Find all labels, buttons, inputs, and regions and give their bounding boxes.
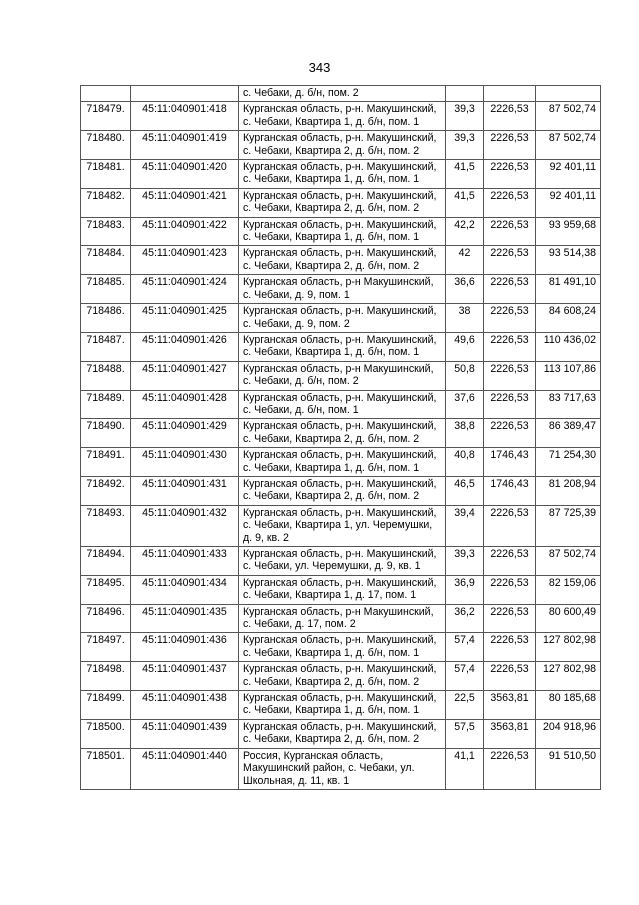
address-line: Курганская область, р-н Макушинский, <box>243 276 434 289</box>
area: 42 <box>446 246 484 275</box>
address-line: с. Чебаки, Квартира 1, д. 17, пом. 1 <box>243 589 417 602</box>
cost: 81 208,94 <box>536 476 601 505</box>
area: 41,1 <box>446 748 484 789</box>
row-number: 718494. <box>81 547 131 576</box>
table-row <box>81 361 601 390</box>
address-line: с. Чебаки, д. б/н, пом. 2 <box>243 375 359 388</box>
area: 57,4 <box>446 662 484 691</box>
table-row <box>81 246 601 275</box>
rate: 2226,53 <box>484 332 536 361</box>
cost: 82 159,06 <box>536 575 601 604</box>
address-line: Курганская область, р-н. Макушинский, <box>243 634 437 647</box>
address-line: Курганская область, р-н Макушинский, <box>243 605 434 618</box>
table-row <box>81 691 601 720</box>
row-number: 718493. <box>81 505 131 546</box>
address-line: Курганская область, р-н. Макушинский, <box>243 333 437 346</box>
area: 57,5 <box>446 719 484 748</box>
rate: 2226,53 <box>484 547 536 576</box>
rate: 2226,53 <box>484 217 536 246</box>
cadastral-number: 45:11:040901:432 <box>131 505 239 546</box>
row-number: 718480. <box>81 131 131 160</box>
address-line: Курганская область, р-н. Макушинский, <box>243 506 437 519</box>
address-line: Россия, Курганская область, <box>243 749 384 762</box>
table-row <box>81 575 601 604</box>
table-row <box>81 275 601 304</box>
area: 38 <box>446 304 484 333</box>
rate: 2226,53 <box>484 505 536 546</box>
rate: 2226,53 <box>484 304 536 333</box>
address <box>239 102 446 131</box>
cost: 204 918,96 <box>536 719 601 748</box>
cost: 92 401,11 <box>536 160 601 189</box>
address <box>239 246 446 275</box>
address-line: с. Чебаки, Квартира 1, д. б/н, пом. 1 <box>243 646 420 659</box>
cost <box>536 86 601 102</box>
rate: 2226,53 <box>484 160 536 189</box>
row-number: 718479. <box>81 102 131 131</box>
cadastral-number: 45:11:040901:435 <box>131 604 239 633</box>
cadastral-number: 45:11:040901:427 <box>131 361 239 390</box>
address-line: Школьная, д. 11, кв. 1 <box>243 774 350 787</box>
rate: 2226,53 <box>484 390 536 419</box>
row-number: 718482. <box>81 188 131 217</box>
address <box>239 748 446 789</box>
cost: 127 802,98 <box>536 633 601 662</box>
rate: 1746,43 <box>484 448 536 477</box>
cost: 93 514,38 <box>536 246 601 275</box>
row-number <box>81 86 131 102</box>
property-table <box>80 85 601 790</box>
area: 37,6 <box>446 390 484 419</box>
cost: 92 401,11 <box>536 188 601 217</box>
cadastral-number: 45:11:040901:422 <box>131 217 239 246</box>
row-number: 718501. <box>81 748 131 789</box>
cadastral-number: 45:11:040901:437 <box>131 662 239 691</box>
rate: 2226,53 <box>484 419 536 448</box>
address <box>239 719 446 748</box>
address-line: Курганская область, р-н. Макушинский, <box>243 161 437 174</box>
cadastral-number: 45:11:040901:428 <box>131 390 239 419</box>
address-line: Курганская область, р-н. Макушинский, <box>243 548 437 560</box>
rate: 2226,53 <box>484 575 536 604</box>
row-number: 718497. <box>81 633 131 662</box>
address-line: с. Чебаки, Квартира 1, ул. Черемушки, <box>243 519 433 532</box>
cadastral-number: 45:11:040901:433 <box>131 547 239 576</box>
address-line: Макушинский район, с. Чебаки, ул. <box>243 762 415 775</box>
address-line: с. Чебаки, д. 9, пом. 2 <box>243 317 350 330</box>
table-row <box>81 476 601 505</box>
address-line: Курганская область, р-н. Макушинский, <box>243 132 437 145</box>
rate: 2226,53 <box>484 748 536 789</box>
row-number: 718496. <box>81 604 131 633</box>
table-row <box>81 662 601 691</box>
rate: 3563,81 <box>484 719 536 748</box>
table-row <box>81 448 601 477</box>
area: 49,6 <box>446 332 484 361</box>
rate: 2226,53 <box>484 102 536 131</box>
table-row <box>81 332 601 361</box>
cadastral-number: 45:11:040901:419 <box>131 131 239 160</box>
rate: 1746,43 <box>484 476 536 505</box>
row-number: 718485. <box>81 275 131 304</box>
address-line: с. Чебаки, Квартира 1, д. б/н, пом. 1 <box>243 115 420 128</box>
table-row <box>81 419 601 448</box>
table-row <box>81 160 601 189</box>
address-line: с. Чебаки, д. 17, пом. 2 <box>243 618 356 631</box>
table-row <box>81 188 601 217</box>
table-row-continuation <box>81 86 601 102</box>
address-line: с. Чебаки, Квартира 1, д. б/н, пом. 1 <box>243 704 420 717</box>
cadastral-number <box>131 86 239 102</box>
address <box>239 547 446 576</box>
address-line: с. Чебаки, д. 9, пом. 1 <box>243 288 350 301</box>
cadastral-number: 45:11:040901:425 <box>131 304 239 333</box>
area: 46,5 <box>446 476 484 505</box>
cadastral-number: 45:11:040901:423 <box>131 246 239 275</box>
address <box>239 662 446 691</box>
cost: 71 254,30 <box>536 448 601 477</box>
rate <box>484 86 536 102</box>
address-line: с. Чебаки, Квартира 2, д. б/н, пом. 2 <box>243 202 420 215</box>
area: 36,2 <box>446 604 484 633</box>
cadastral-number: 45:11:040901:418 <box>131 102 239 131</box>
address-line: д. 9, кв. 2 <box>243 531 289 544</box>
address <box>239 160 446 189</box>
area: 42,2 <box>446 217 484 246</box>
address <box>239 131 446 160</box>
cost: 87 502,74 <box>536 547 601 576</box>
address <box>239 304 446 333</box>
area: 39,4 <box>446 505 484 546</box>
area: 41,5 <box>446 188 484 217</box>
address <box>239 275 446 304</box>
area: 39,3 <box>446 131 484 160</box>
address <box>239 332 446 361</box>
address-line: с. Чебаки, д. б/н, пом. 1 <box>243 403 359 416</box>
row-number: 718486. <box>81 304 131 333</box>
cost: 91 510,50 <box>536 748 601 789</box>
address-line: с. Чебаки, Квартира 2, д. б/н, пом. 2 <box>243 144 420 157</box>
table-row <box>81 633 601 662</box>
area: 57,4 <box>446 633 484 662</box>
row-number: 718495. <box>81 575 131 604</box>
cost: 80 600,49 <box>536 604 601 633</box>
cadastral-number: 45:11:040901:424 <box>131 275 239 304</box>
address-line: Курганская область, р-н. Макушинский, <box>243 720 437 733</box>
row-number: 718481. <box>81 160 131 189</box>
table-row <box>81 547 601 576</box>
cadastral-number: 45:11:040901:440 <box>131 748 239 789</box>
rate: 2226,53 <box>484 604 536 633</box>
address <box>239 505 446 546</box>
address <box>239 419 446 448</box>
address <box>239 691 446 720</box>
address <box>239 476 446 505</box>
row-number: 718499. <box>81 691 131 720</box>
address-line: с. Чебаки, Квартира 1, д. б/н, пом. 1 <box>243 231 420 244</box>
address: с. Чебаки, д. б/н, пом. 2 <box>239 86 446 102</box>
area: 39,3 <box>446 102 484 131</box>
row-number: 718498. <box>81 662 131 691</box>
row-number: 718488. <box>81 361 131 390</box>
address-line: с. Чебаки, Квартира 2, д. б/н, пом. 2 <box>243 675 420 688</box>
cadastral-number: 45:11:040901:426 <box>131 332 239 361</box>
row-number: 718500. <box>81 719 131 748</box>
address-line: с. Чебаки, Квартира 2, д. б/н, пом. 2 <box>243 490 420 503</box>
cadastral-number: 45:11:040901:436 <box>131 633 239 662</box>
table-row <box>81 604 601 633</box>
rate: 2226,53 <box>484 188 536 217</box>
table-row <box>81 131 601 160</box>
address-line: Курганская область, р-н. Макушинский, <box>243 477 437 490</box>
address-line: с. Чебаки, Квартира 1, д. б/н, пом. 1 <box>243 461 420 474</box>
row-number: 718490. <box>81 419 131 448</box>
table-row <box>81 748 601 789</box>
table-row <box>81 390 601 419</box>
cadastral-number: 45:11:040901:431 <box>131 476 239 505</box>
area: 40,8 <box>446 448 484 477</box>
row-number: 718492. <box>81 476 131 505</box>
address <box>239 448 446 477</box>
address-line: Курганская область, р-н. Макушинский, <box>243 247 437 260</box>
cost: 110 436,02 <box>536 332 601 361</box>
address <box>239 390 446 419</box>
table-row <box>81 719 601 748</box>
address-line: Курганская область, р-н. Макушинский, <box>243 218 437 231</box>
cost: 127 802,98 <box>536 662 601 691</box>
cadastral-number: 45:11:040901:438 <box>131 691 239 720</box>
address <box>239 604 446 633</box>
area: 36,9 <box>446 575 484 604</box>
area: 22,5 <box>446 691 484 720</box>
address <box>239 575 446 604</box>
table-row <box>81 505 601 546</box>
cost: 80 185,68 <box>536 691 601 720</box>
cost: 86 389,47 <box>536 419 601 448</box>
rate: 2226,53 <box>484 633 536 662</box>
cadastral-number: 45:11:040901:439 <box>131 719 239 748</box>
area: 36,6 <box>446 275 484 304</box>
address <box>239 188 446 217</box>
cost: 83 717,63 <box>536 390 601 419</box>
cadastral-number: 45:11:040901:429 <box>131 419 239 448</box>
address <box>239 217 446 246</box>
cadastral-number: 45:11:040901:434 <box>131 575 239 604</box>
address-line: Курганская область, р-н Макушинский, <box>243 362 434 375</box>
address-line: с. Чебаки, Квартира 2, д. б/н, пом. 2 <box>243 432 420 445</box>
area: 41,5 <box>446 160 484 189</box>
cost: 87 725,39 <box>536 505 601 546</box>
address-line: с. Чебаки, Квартира 1, д. б/н, пом. 1 <box>243 346 420 359</box>
row-number: 718487. <box>81 332 131 361</box>
address <box>239 361 446 390</box>
cadastral-number: 45:11:040901:420 <box>131 160 239 189</box>
area <box>446 86 484 102</box>
table-row <box>81 217 601 246</box>
address-line: с. Чебаки, Квартира 2, д. б/н, пом. 2 <box>243 733 420 746</box>
address-line: Курганская область, р-н. Макушинский, <box>243 103 437 116</box>
cadastral-number: 45:11:040901:421 <box>131 188 239 217</box>
address <box>239 633 446 662</box>
rate: 3563,81 <box>484 691 536 720</box>
address-line: с. Чебаки, Квартира 2, д. б/н, пом. 2 <box>243 259 420 272</box>
address-line: Курганская область, р-н. Макушинский, <box>243 305 437 318</box>
table-row <box>81 304 601 333</box>
address-line: Курганская область, р-н. Макушинский, <box>243 663 437 676</box>
address-line: Курганская область, р-н. Макушинский, <box>243 449 437 462</box>
row-number: 718489. <box>81 390 131 419</box>
address-line: Курганская область, р-н. Макушинский, <box>243 576 437 589</box>
cost: 81 491,10 <box>536 275 601 304</box>
area: 38,8 <box>446 419 484 448</box>
address-line: с. Чебаки, ул. Черемушки, д. 9, кв. 1 <box>243 560 421 573</box>
address-line: Курганская область, р-н. Макушинский, <box>243 420 437 433</box>
rate: 2226,53 <box>484 275 536 304</box>
rate: 2226,53 <box>484 361 536 390</box>
page-number: 343 <box>308 60 331 75</box>
row-number: 718483. <box>81 217 131 246</box>
row-number: 718484. <box>81 246 131 275</box>
cadastral-number: 45:11:040901:430 <box>131 448 239 477</box>
cost: 84 608,24 <box>536 304 601 333</box>
rate: 2226,53 <box>484 131 536 160</box>
address-line: с. Чебаки, Квартира 1, д. б/н, пом. 1 <box>243 173 420 186</box>
rate: 2226,53 <box>484 246 536 275</box>
area: 50,8 <box>446 361 484 390</box>
address-line: Курганская область, р-н. Макушинский, <box>243 189 437 202</box>
address-line: Курганская область, р-н. Макушинский, <box>243 692 437 705</box>
cost: 87 502,74 <box>536 131 601 160</box>
rate: 2226,53 <box>484 662 536 691</box>
cost: 113 107,86 <box>536 361 601 390</box>
row-number: 718491. <box>81 448 131 477</box>
cost: 93 959,68 <box>536 217 601 246</box>
table-row <box>81 102 601 131</box>
cost: 87 502,74 <box>536 102 601 131</box>
address-line: Курганская область, р-н. Макушинский, <box>243 391 437 404</box>
area: 39,3 <box>446 547 484 576</box>
